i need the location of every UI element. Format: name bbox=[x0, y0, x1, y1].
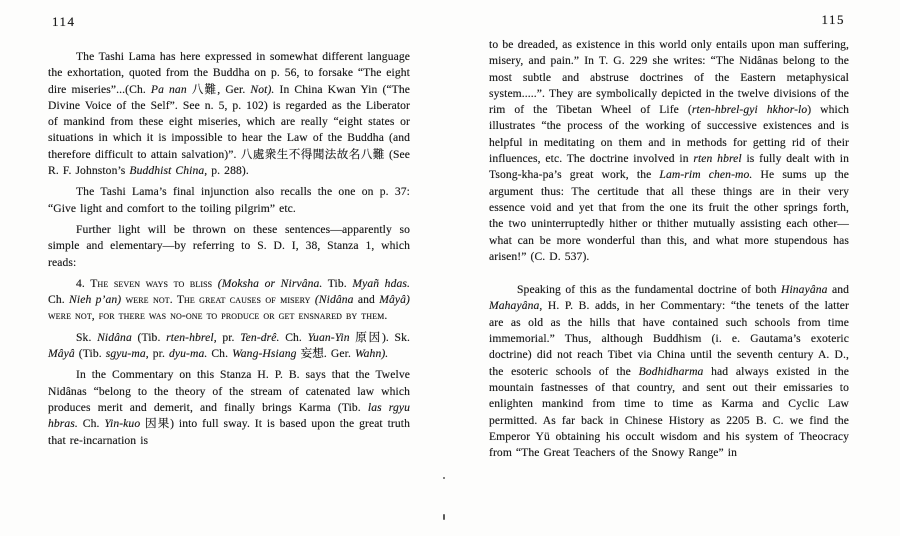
italic-text: Ten-drê. bbox=[240, 330, 280, 344]
body-text: , pr. bbox=[213, 330, 241, 344]
small-caps-text: were not. The great causes of misery bbox=[121, 293, 315, 307]
body-text: In the Commentary on this Stanza H. P. B. says that the Twelve Nidânas “belong to the theory of the stream of catenated law which produces merit and demerit, and finally brings Karma (Tib. bbox=[48, 368, 410, 414]
body-text: 八難, Ger. bbox=[186, 82, 251, 96]
small-caps-text: 4. The seven ways to bliss bbox=[76, 276, 218, 290]
italic-text: rten-hbrel bbox=[166, 330, 214, 344]
body-text: and bbox=[827, 283, 849, 297]
italic-text: Yuan-Yin bbox=[307, 330, 350, 344]
body-text: (Tib. bbox=[74, 347, 106, 361]
italic-text: Nidâna bbox=[97, 330, 132, 344]
paragraph bbox=[48, 222, 410, 271]
paragraph bbox=[489, 282, 849, 461]
body-text: , H. P. B. adds, in her Commentary: “the tenets of the latter are as old as the hills that have contained such schools from time immemorial.” Thus, although Buddhism (i. e. Gautama’s exoteric doctrine) did not reach Tibet via China until the seventh century A. D., the esoteric schools of the bbox=[489, 299, 849, 378]
body-text: had always existed in the mountain fastnesses of that country, and sent out their emissaries to enlighten mankind from time to time as Karma and Cyclic Law permitted. As far back in Chinese History as 2205 B. C. we find the Emperor Yü obtaining his occult wisdom and his system of Theocracy from “The Great Teachers of the Snowy Range” in bbox=[489, 364, 849, 460]
body-text: In China Kwan Yin (“The Divine Voice of the Self”. See n. 5, p. 102) is regarded as the Liberator of mankind from these eight miseries, which are really “eight states or situations in which it is impossible to hear the Law of the Buddha (and therefore difficult to attain salvation)”. 八處衆生不得聞法故名八難 (See R. F. Johnston’s bbox=[48, 82, 410, 178]
body-text: (Tib. bbox=[131, 330, 167, 344]
body-text: Ch. bbox=[77, 417, 105, 431]
scan-speck bbox=[443, 477, 445, 479]
page-number-left: 114 bbox=[52, 14, 76, 29]
body-text: The Tashi Lama’s final injunction also recalls the one on p. 37: “Give light and comfort to the toiling pilgrim” etc. bbox=[48, 185, 410, 215]
body-text: , p. 288). bbox=[204, 164, 249, 178]
italic-text: Mâyâ bbox=[48, 347, 75, 361]
body-text: Speaking of this as the fundamental doctrine of both bbox=[517, 283, 781, 297]
body-text: 原因). Sk. bbox=[349, 330, 410, 344]
left-page-text bbox=[48, 49, 410, 449]
scan-speck bbox=[443, 514, 445, 520]
paragraph bbox=[48, 367, 410, 448]
italic-text: Nieh p’an) bbox=[69, 293, 122, 307]
paragraph bbox=[48, 184, 410, 217]
italic-text: las rgyu hbras. bbox=[48, 400, 410, 431]
body-text: The Tashi Lama has here expressed in somewhat different language the exhortation, quoted from the Buddha on p. 56, to forsake “The eight dire miseries”...(Ch. bbox=[48, 50, 410, 96]
italic-text: Lam-rim chen-mo. bbox=[659, 168, 753, 182]
body-text: and bbox=[353, 293, 380, 307]
body-text: Further light will be thrown on these sentences—apparently so simple and elementary—by referring to S. D. I, 38, Stanza 1, which reads: bbox=[48, 222, 410, 269]
italic-text: (Moksha or Nirvâna. bbox=[217, 276, 323, 290]
left-page bbox=[48, 0, 410, 454]
italic-text: rten hbrel bbox=[693, 152, 742, 166]
body-text: , pr. bbox=[145, 347, 169, 361]
italic-text: Pa nan bbox=[150, 82, 187, 96]
italic-text: Mâyâ) bbox=[379, 293, 410, 307]
body-text: 因果) into full sway. It is based upon the great truth that re-incarnation is bbox=[48, 417, 410, 447]
right-page bbox=[489, 0, 849, 466]
paragraph bbox=[48, 330, 410, 363]
paragraph bbox=[48, 276, 410, 325]
body-text: is fully dealt with in Tsong-kha-pa’s great work, the bbox=[489, 152, 849, 182]
paragraph bbox=[489, 37, 849, 265]
italic-text: Yin-kuo bbox=[104, 417, 141, 431]
body-text: He sums up the argument thus: The certitude that all these things are in their very essence void and yet that from the one its fruit the other springs forth, the two uninterruptedly hither or thither mutually assisting each other—what can be more wonderful than this, and what more stupendous has arisen!” (C. D. 537). bbox=[489, 168, 849, 263]
right-page-text bbox=[489, 37, 849, 461]
italic-text: Bodhidharma bbox=[638, 364, 704, 378]
italic-text: rten-hbrel-gyi hkhor-lo bbox=[691, 103, 808, 117]
body-text: Ch. bbox=[48, 293, 70, 307]
body-text: ) which illustrates “the process of the working of successive existences and is helpful in meditating on them and in methods for getting rid of their influences, etc. The doctrine involved in bbox=[489, 103, 849, 166]
body-text: 妄想. Ger. bbox=[296, 347, 355, 361]
italic-text: Hinayâna bbox=[780, 283, 828, 297]
italic-text: Myañ hdas. bbox=[352, 276, 410, 290]
italic-text: Mahayâna bbox=[489, 299, 540, 313]
italic-text: sgyu-ma bbox=[105, 347, 146, 361]
italic-text: (Nidâna bbox=[314, 293, 354, 307]
italic-text: Wahn). bbox=[354, 347, 389, 361]
small-caps-text: were not, for there was no-one to produce or get ensnared by them. bbox=[48, 309, 388, 323]
body-text: to be dreaded, as existence in this world only entails upon man suffering, misery, and pain.” In T. G. 229 she writes: “The Nidânas belong to the most subtle and abstruse doctrines of the Eastern metaphysical system.....”. They are symbolically depicted in the twelve divisions of the rim of the Tibetan Wheel of Life ( bbox=[489, 38, 849, 117]
italic-text: Not). bbox=[250, 82, 275, 96]
italic-text: Buddhist China bbox=[129, 164, 205, 178]
body-text: Ch. bbox=[279, 330, 308, 344]
italic-text: dyu-ma. bbox=[168, 347, 208, 361]
italic-text: Wang-Hsiang bbox=[232, 347, 297, 361]
page-number-right: 115 bbox=[821, 12, 845, 27]
body-text: Ch. bbox=[207, 347, 233, 361]
body-text: Tib. bbox=[322, 276, 353, 290]
body-text: Sk. bbox=[76, 330, 98, 344]
paragraph bbox=[48, 49, 410, 179]
